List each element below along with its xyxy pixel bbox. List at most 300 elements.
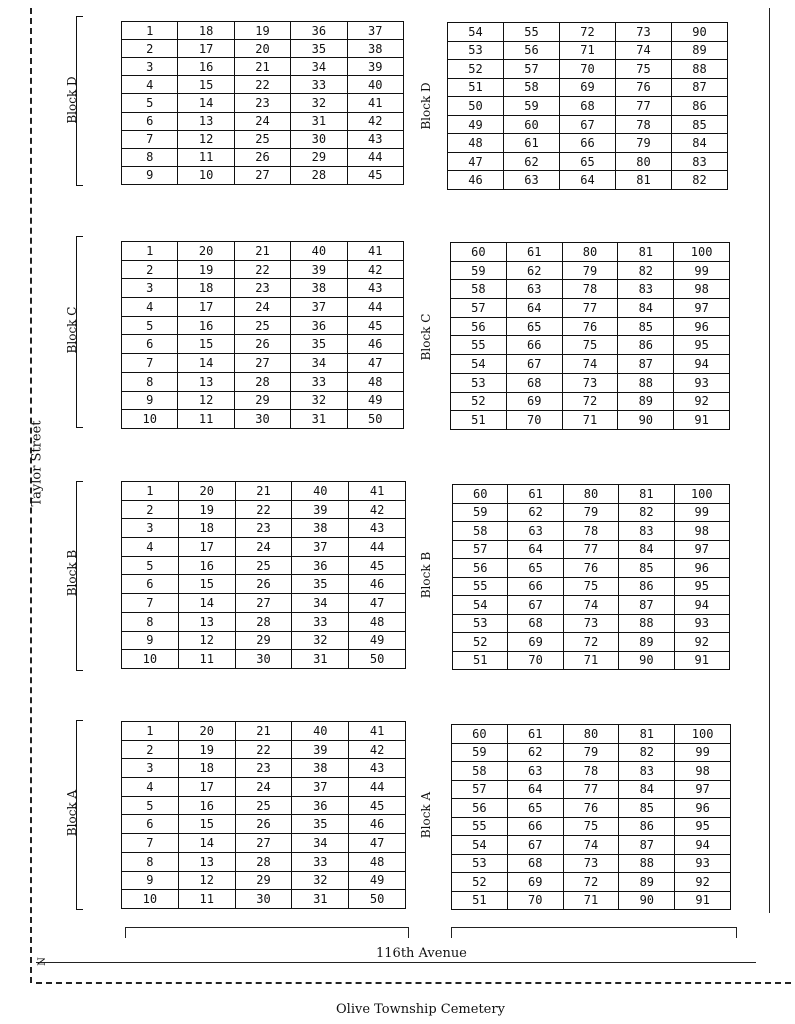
plot-cell: 47 — [448, 152, 504, 171]
plot-cell: 32 — [292, 871, 349, 890]
plot-row — [452, 836, 731, 855]
plot-cell: 67 — [506, 355, 562, 374]
plot-cell: 19 — [178, 740, 235, 759]
block-b-left-grid — [121, 481, 406, 669]
plot-cell: 68 — [508, 614, 563, 633]
plot-cell: 16 — [178, 316, 234, 335]
plot-cell: 9 — [122, 166, 178, 184]
plot-cell: 4 — [122, 76, 178, 94]
plot-cell: 93 — [674, 373, 730, 392]
plot-cell: 74 — [563, 596, 618, 615]
plot-cell: 38 — [292, 519, 349, 538]
plot-cell: 99 — [675, 743, 731, 762]
plot-cell: 82 — [619, 503, 674, 522]
plot-cell: 11 — [178, 148, 234, 166]
plot-cell: 78 — [563, 522, 618, 541]
plot-row — [452, 725, 731, 744]
plot-row — [122, 112, 404, 130]
plot-cell: 36 — [291, 22, 347, 40]
plot-cell: 61 — [507, 725, 563, 744]
plot-cell: 84 — [672, 134, 728, 153]
plot-cell: 18 — [178, 279, 234, 298]
plot-cell: 91 — [674, 651, 729, 670]
plot-row — [452, 743, 731, 762]
plot-cell: 6 — [122, 112, 178, 130]
plot-cell: 17 — [178, 298, 234, 317]
plot-cell: 59 — [452, 743, 508, 762]
plot-row — [453, 503, 730, 522]
plot-cell: 17 — [178, 40, 234, 58]
plot-cell: 6 — [122, 815, 179, 834]
plot-cell: 89 — [672, 41, 728, 60]
plot-cell: 84 — [618, 299, 674, 318]
plot-cell: 90 — [619, 891, 675, 910]
plot-cell: 34 — [292, 834, 349, 853]
plot-row — [453, 540, 730, 559]
plot-cell: 90 — [619, 651, 674, 670]
plot-cell: 95 — [675, 817, 731, 836]
plot-row — [122, 391, 404, 410]
plot-cell: 45 — [347, 316, 403, 335]
plot-cell: 83 — [618, 280, 674, 299]
plot-cell: 19 — [178, 500, 235, 519]
plot-row — [451, 392, 730, 411]
plot-cell: 88 — [619, 854, 675, 873]
plot-cell: 34 — [291, 58, 347, 76]
plot-cell: 56 — [504, 41, 560, 60]
plot-cell: 97 — [674, 299, 730, 318]
plot-cell: 39 — [292, 740, 349, 759]
plot-cell: 59 — [451, 261, 507, 280]
plot-cell: 67 — [560, 115, 616, 134]
plot-cell: 15 — [178, 815, 235, 834]
plot-cell: 58 — [504, 78, 560, 97]
plot-cell: 51 — [451, 411, 507, 430]
plot-cell: 9 — [122, 871, 179, 890]
plot-cell: 29 — [235, 871, 292, 890]
plot-cell: 56 — [453, 559, 508, 578]
plot-cell: 57 — [504, 60, 560, 79]
plot-row — [451, 355, 730, 374]
plot-cell: 97 — [675, 780, 731, 799]
plot-cell: 75 — [616, 60, 672, 79]
plot-cell: 86 — [619, 817, 675, 836]
plot-cell: 75 — [562, 336, 618, 355]
plot-row — [451, 243, 730, 262]
plot-row — [453, 651, 730, 670]
plot-cell: 97 — [674, 540, 729, 559]
plot-cell: 57 — [452, 780, 508, 799]
plot-cell: 58 — [453, 522, 508, 541]
plot-cell: 24 — [235, 538, 292, 557]
plot-cell: 18 — [178, 759, 235, 778]
plot-cell: 28 — [291, 166, 347, 184]
plot-cell: 26 — [235, 815, 292, 834]
plot-cell: 10 — [122, 890, 179, 909]
plot-cell: 67 — [507, 836, 563, 855]
plot-cell: 45 — [347, 166, 403, 184]
plot-cell: 19 — [178, 260, 234, 279]
plot-cell: 46 — [349, 815, 406, 834]
plot-cell: 3 — [122, 519, 179, 538]
block-c-right-label: Block C — [419, 313, 433, 361]
plot-cell: 72 — [563, 633, 618, 652]
plot-cell: 80 — [616, 152, 672, 171]
plot-cell: 29 — [234, 391, 290, 410]
plot-row — [448, 60, 728, 79]
plot-cell: 59 — [504, 97, 560, 116]
plot-row — [451, 411, 730, 430]
plot-cell: 25 — [235, 796, 292, 815]
plot-cell: 42 — [349, 500, 406, 519]
plot-cell: 14 — [178, 834, 235, 853]
plot-cell: 9 — [122, 631, 179, 650]
plot-cell: 60 — [451, 243, 507, 262]
block-d-right-grid — [447, 22, 728, 190]
plot-cell: 11 — [178, 410, 234, 429]
plot-cell: 7 — [122, 834, 179, 853]
plot-cell: 26 — [234, 148, 290, 166]
plot-cell: 54 — [453, 596, 508, 615]
block-a-left-label: Block A — [65, 789, 79, 837]
plot-cell: 13 — [178, 372, 234, 391]
plot-cell: 73 — [563, 854, 619, 873]
plot-cell: 96 — [675, 799, 731, 818]
plot-cell: 88 — [618, 373, 674, 392]
plot-row — [453, 596, 730, 615]
plot-cell: 13 — [178, 612, 235, 631]
plot-cell: 48 — [349, 852, 406, 871]
plot-cell: 43 — [349, 759, 406, 778]
plot-row — [122, 372, 404, 391]
plot-cell: 3 — [122, 58, 178, 76]
plot-cell: 53 — [453, 614, 508, 633]
plot-cell: 7 — [122, 130, 178, 148]
plot-cell: 27 — [234, 166, 290, 184]
plot-cell: 43 — [347, 279, 403, 298]
plot-cell: 87 — [619, 836, 675, 855]
plot-cell: 70 — [508, 651, 563, 670]
plot-cell: 65 — [506, 317, 562, 336]
plot-cell: 15 — [178, 335, 234, 354]
plot-cell: 90 — [672, 23, 728, 42]
block-a-right-grid — [451, 724, 731, 910]
plot-cell: 21 — [235, 722, 292, 741]
plot-cell: 44 — [347, 148, 403, 166]
plot-cell: 63 — [504, 171, 560, 190]
plot-cell: 68 — [507, 854, 563, 873]
plot-cell: 48 — [349, 612, 406, 631]
block-d-left-label: Block D — [65, 76, 79, 124]
plot-cell: 21 — [234, 242, 290, 261]
plot-cell: 28 — [235, 612, 292, 631]
plot-cell: 79 — [562, 261, 618, 280]
plot-row — [122, 242, 404, 261]
plot-row — [122, 759, 406, 778]
plot-cell: 69 — [506, 392, 562, 411]
plot-cell: 4 — [122, 778, 179, 797]
plot-cell: 13 — [178, 852, 235, 871]
block-d-right-label: Block D — [419, 82, 433, 130]
plot-cell: 74 — [616, 41, 672, 60]
plot-cell: 85 — [672, 115, 728, 134]
plot-row — [453, 577, 730, 596]
block-c-left-grid — [121, 241, 404, 429]
plot-row — [122, 538, 406, 557]
south-boundary-line — [36, 982, 791, 984]
plot-cell: 98 — [674, 280, 730, 299]
plot-cell: 52 — [448, 60, 504, 79]
plot-cell: 39 — [292, 500, 349, 519]
plot-cell: 81 — [618, 243, 674, 262]
plot-cell: 38 — [292, 759, 349, 778]
plot-row — [122, 612, 406, 631]
plot-cell: 14 — [178, 594, 235, 613]
plot-row — [453, 559, 730, 578]
plot-cell: 27 — [235, 834, 292, 853]
plot-cell: 64 — [507, 780, 563, 799]
plot-cell: 40 — [292, 482, 349, 501]
plot-cell: 35 — [291, 335, 347, 354]
plot-cell: 78 — [616, 115, 672, 134]
plot-cell: 78 — [562, 280, 618, 299]
plot-cell: 25 — [234, 130, 290, 148]
plot-cell: 1 — [122, 22, 178, 40]
plot-cell: 3 — [122, 279, 178, 298]
block-c-right-grid — [450, 242, 730, 430]
plot-row — [122, 22, 404, 40]
plot-row — [122, 354, 404, 373]
plot-cell: 55 — [504, 23, 560, 42]
plot-cell: 96 — [674, 317, 730, 336]
plot-cell: 69 — [560, 78, 616, 97]
plot-cell: 23 — [234, 279, 290, 298]
plot-row — [453, 614, 730, 633]
plot-cell: 16 — [178, 556, 235, 575]
plot-cell: 37 — [292, 778, 349, 797]
plot-cell: 48 — [347, 372, 403, 391]
plot-cell: 44 — [349, 778, 406, 797]
plot-cell: 44 — [349, 538, 406, 557]
plot-row — [122, 166, 404, 184]
plot-cell: 84 — [619, 540, 674, 559]
plot-cell: 50 — [349, 650, 406, 669]
plot-cell: 33 — [292, 612, 349, 631]
plot-row — [122, 40, 404, 58]
plot-cell: 73 — [563, 614, 618, 633]
plot-cell: 94 — [675, 836, 731, 855]
plot-cell: 64 — [508, 540, 563, 559]
plot-cell: 76 — [563, 799, 619, 818]
plot-cell: 39 — [347, 58, 403, 76]
plot-cell: 5 — [122, 556, 179, 575]
plot-cell: 22 — [234, 76, 290, 94]
plot-cell: 100 — [674, 485, 729, 504]
plot-cell: 55 — [452, 817, 508, 836]
plot-row — [453, 522, 730, 541]
plot-row — [122, 335, 404, 354]
plot-cell: 62 — [508, 503, 563, 522]
plot-cell: 58 — [452, 762, 508, 781]
plot-row — [122, 410, 404, 429]
block-b-left-label: Block B — [65, 549, 79, 597]
plot-cell: 86 — [619, 577, 674, 596]
plot-cell: 100 — [674, 243, 730, 262]
plot-row — [448, 134, 728, 153]
plot-cell: 60 — [504, 115, 560, 134]
plot-cell: 68 — [560, 97, 616, 116]
plot-cell: 91 — [674, 411, 730, 430]
plot-row — [122, 260, 404, 279]
plot-cell: 76 — [562, 317, 618, 336]
plot-cell: 10 — [122, 410, 178, 429]
plot-row — [451, 299, 730, 318]
plot-cell: 23 — [234, 94, 290, 112]
plot-row — [122, 130, 404, 148]
plot-cell: 89 — [618, 392, 674, 411]
plot-cell: 17 — [178, 538, 235, 557]
east-boundary-line — [769, 8, 770, 913]
plot-cell: 74 — [563, 836, 619, 855]
plot-row — [448, 97, 728, 116]
plot-cell: 20 — [178, 722, 235, 741]
plot-cell: 99 — [674, 261, 730, 280]
plot-cell: 14 — [178, 94, 234, 112]
plot-cell: 51 — [448, 78, 504, 97]
plot-cell: 71 — [560, 41, 616, 60]
plot-cell: 11 — [178, 650, 235, 669]
plot-cell: 77 — [616, 97, 672, 116]
plot-cell: 35 — [292, 575, 349, 594]
plot-cell: 82 — [672, 171, 728, 190]
plot-cell: 69 — [507, 873, 563, 892]
plot-cell: 84 — [619, 780, 675, 799]
plot-cell: 62 — [507, 743, 563, 762]
plot-cell: 88 — [672, 60, 728, 79]
plot-cell: 29 — [291, 148, 347, 166]
plot-cell: 88 — [619, 614, 674, 633]
plot-cell: 33 — [292, 852, 349, 871]
plot-row — [452, 799, 731, 818]
plot-cell: 55 — [453, 577, 508, 596]
plot-cell: 30 — [235, 650, 292, 669]
road-edge-line — [36, 962, 756, 963]
plot-cell: 51 — [452, 891, 508, 910]
plot-cell: 33 — [291, 76, 347, 94]
plot-cell: 26 — [234, 335, 290, 354]
plot-cell: 83 — [619, 522, 674, 541]
plot-cell: 20 — [178, 242, 234, 261]
plot-row — [451, 280, 730, 299]
street-west-label: Taylor Street — [29, 420, 45, 507]
plot-cell: 81 — [619, 725, 675, 744]
plot-cell: 10 — [178, 166, 234, 184]
plot-cell: 63 — [507, 762, 563, 781]
plot-cell: 17 — [178, 778, 235, 797]
plot-cell: 99 — [674, 503, 729, 522]
plot-row — [122, 519, 406, 538]
plot-cell: 10 — [122, 650, 179, 669]
plot-cell: 32 — [291, 391, 347, 410]
plot-cell: 54 — [452, 836, 508, 855]
plot-cell: 36 — [292, 796, 349, 815]
plot-cell: 35 — [291, 40, 347, 58]
plot-cell: 8 — [122, 612, 179, 631]
plot-cell: 35 — [292, 815, 349, 834]
plot-cell: 31 — [291, 112, 347, 130]
plot-cell: 83 — [619, 762, 675, 781]
plot-cell: 28 — [235, 852, 292, 871]
plot-cell: 70 — [506, 411, 562, 430]
plot-cell: 13 — [178, 112, 234, 130]
block-a-right-label: Block A — [419, 791, 433, 839]
plot-cell: 38 — [347, 40, 403, 58]
plot-cell: 27 — [235, 594, 292, 613]
plot-cell: 47 — [349, 834, 406, 853]
plot-cell: 5 — [122, 796, 179, 815]
plot-cell: 53 — [452, 854, 508, 873]
plot-cell: 5 — [122, 94, 178, 112]
plot-cell: 67 — [508, 596, 563, 615]
plot-cell: 71 — [563, 651, 618, 670]
plot-row — [122, 650, 406, 669]
plot-cell: 83 — [672, 152, 728, 171]
block-b-right-label: Block B — [419, 551, 433, 599]
plot-cell: 23 — [235, 519, 292, 538]
plot-cell: 75 — [563, 577, 618, 596]
plot-row — [122, 58, 404, 76]
plot-cell: 30 — [235, 890, 292, 909]
plot-cell: 2 — [122, 40, 178, 58]
plot-cell: 46 — [448, 171, 504, 190]
plot-cell: 74 — [562, 355, 618, 374]
plot-cell: 6 — [122, 575, 179, 594]
plot-cell: 63 — [506, 280, 562, 299]
plot-cell: 42 — [347, 260, 403, 279]
plot-cell: 37 — [291, 298, 347, 317]
plot-cell: 78 — [563, 762, 619, 781]
plot-cell: 34 — [292, 594, 349, 613]
plot-cell: 77 — [563, 540, 618, 559]
plot-cell: 29 — [235, 631, 292, 650]
plot-cell: 60 — [452, 725, 508, 744]
plot-cell: 43 — [349, 519, 406, 538]
plot-row — [122, 778, 406, 797]
plot-cell: 40 — [291, 242, 347, 261]
plot-cell: 24 — [234, 298, 290, 317]
plot-cell: 22 — [234, 260, 290, 279]
plot-cell: 64 — [506, 299, 562, 318]
plot-row — [448, 152, 728, 171]
plot-row — [452, 873, 731, 892]
plot-cell: 2 — [122, 740, 179, 759]
plot-cell: 98 — [674, 522, 729, 541]
block-d-left-grid — [121, 21, 404, 185]
plot-cell: 92 — [675, 873, 731, 892]
plot-row — [452, 891, 731, 910]
plot-cell: 41 — [347, 94, 403, 112]
plot-cell: 37 — [347, 22, 403, 40]
plot-cell: 55 — [451, 336, 507, 355]
plot-cell: 87 — [672, 78, 728, 97]
plot-cell: 89 — [619, 873, 675, 892]
plot-cell: 92 — [674, 633, 729, 652]
plot-cell: 28 — [234, 372, 290, 391]
plot-cell: 4 — [122, 298, 178, 317]
plot-cell: 86 — [618, 336, 674, 355]
street-south-label: 116th Avenue — [376, 946, 467, 961]
plot-cell: 85 — [618, 317, 674, 336]
